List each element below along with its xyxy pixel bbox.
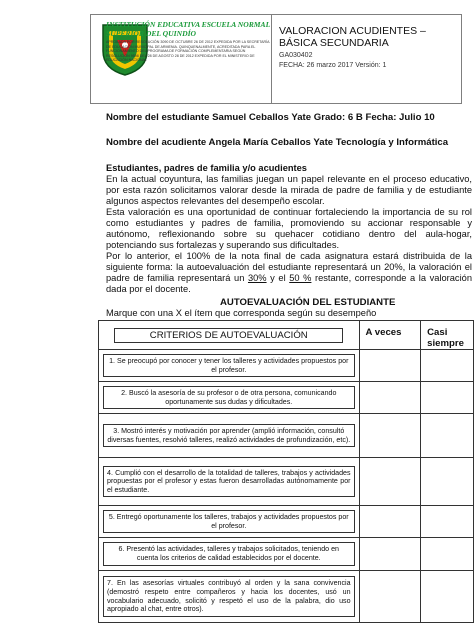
intro-paragraph-2: Esta valoración es una oportunidad de continuar fortaleciendo la importancia de su rol como estudiantes y padres de familia, promoviendo su accionar responsable y autónomo, reflexionando sobre su quehacer cotidiano dentro del aula-hogar, potenciando sus fortalezas y superando sus dificultades. — [106, 207, 472, 250]
intro-p3-end: restante, corresponde a la valoración dada por el docente. — [106, 273, 472, 294]
criterion-1: 1. Se preocupó por conocer y tener los talleres y actividades propuestos por el profesor. — [103, 354, 355, 377]
criterion-7: 7. En las asesorías virtuales contribuyó al orden y la sana convivencia (demostró respeto entre compañeros y hacia los docentes, usó un vocabulario adecuado, solicitó y respetó el uso de la palabra, dio uso apropiado al chat, entre otros). — [103, 576, 355, 616]
a-veces-mark-cell-7[interactable] — [359, 571, 421, 623]
form-date: FECHA: 26 marzo 2017 Versión: 1 — [279, 62, 387, 69]
table-row — [99, 350, 474, 382]
casi-siempre-mark-cell-2[interactable] — [421, 382, 474, 414]
criterion-2: 2. Buscó la asesoría de su profesor o de otra persona, comunicando oportunamente sus dudas y dificultades. — [103, 386, 355, 409]
casi-siempre-mark-cell-1[interactable] — [421, 350, 474, 382]
parent-percentage: 30% — [247, 273, 267, 283]
casi-siempre-mark-cell-5[interactable] — [421, 506, 474, 538]
teacher-percentage: 50 % — [289, 273, 312, 283]
casi-siempre-header: Casi siempre — [421, 321, 474, 350]
criterion-4: 4. Cumplió con el desarrollo de la totalidad de talleres, trabajos y actividades propuestas por el profesor y estas fueron desarrolladas autónomamente por el estudiante. — [103, 466, 355, 498]
criterion-5: 5. Entregó oportunamente los talleres, trabajos y actividades propuestos por el profesor. — [103, 510, 355, 533]
form-meta — [279, 25, 459, 69]
autoeval-title: AUTOEVALUACIÓN DEL ESTUDIANTE — [220, 297, 396, 308]
a-veces-mark-cell-1[interactable] — [359, 350, 421, 382]
autoeval-instruction: Marque con una X el ítem que corresponda según su desempeño — [106, 308, 377, 318]
form-code: GA030402 — [279, 52, 313, 59]
criteria-table — [98, 320, 474, 623]
casi-siempre-mark-cell-7[interactable] — [421, 571, 474, 623]
a-veces-mark-cell-4[interactable] — [359, 458, 421, 506]
table-row — [99, 414, 474, 458]
table-row — [99, 506, 474, 538]
intro-p3-mid: y el — [266, 273, 290, 283]
form-title: VALORACION ACUDIENTES – BÁSICA SECUNDARIA — [279, 25, 426, 49]
a-veces-mark-cell-3[interactable] — [359, 414, 421, 458]
criterion-6: 6. Presentó las actividades, talleres y trabajos solicitados, teniendo en cuenta los criterios de calidad establecidos por el docente. — [103, 542, 355, 565]
table-row — [99, 458, 474, 506]
a-veces-header: A veces — [359, 321, 421, 350]
student-name-line: Nombre del estudiante Samuel Ceballos Yate Grado: 6 B Fecha: Julio 10 — [106, 112, 435, 123]
intro-section — [106, 163, 472, 295]
institution-name: INSTITUCIÓN EDUCATIVA ESCUELA NORMAL SUPERIOR DEL QUINDÍO — [106, 20, 270, 38]
a-veces-mark-cell-6[interactable] — [359, 538, 421, 571]
document-header — [90, 14, 462, 104]
intro-paragraph-3 — [106, 251, 472, 295]
institution-block — [106, 20, 270, 63]
intro-heading: Estudiantes, padres de familia y/o acudientes — [106, 163, 307, 173]
table-row — [99, 571, 474, 623]
table-row — [99, 382, 474, 414]
criteria-header-cell — [99, 321, 360, 350]
criterion-3: 3. Mostró interés y motivación por aprender (amplió información, consultó diversas fuentes, resolvió talleres, realizó actividades de profundización, etc). — [103, 424, 355, 447]
intro-p3-start: Por lo anterior, el 100% de la nota final de cada asignatura estará distribuida de la siguiente forma: la autoevaluación del estudiante representará un 20%, la valoración el padre de familia representará un — [106, 251, 472, 283]
table-row — [99, 538, 474, 571]
table-header-row — [99, 321, 474, 350]
header-divider — [271, 15, 272, 103]
a-veces-mark-cell-2[interactable] — [359, 382, 421, 414]
criteria-header: CRITERIOS DE AUTOEVALUACIÓN — [114, 328, 343, 343]
guardian-name-line: Nombre del acudiente Angela María Ceballos Yate Tecnología y Informática — [106, 137, 449, 148]
casi-siempre-mark-cell-4[interactable] — [421, 458, 474, 506]
casi-siempre-mark-cell-6[interactable] — [421, 538, 474, 571]
intro-paragraph-1: En la actual coyuntura, las familias juegan un papel relevante en el proceso educativo, por esta razón solicitamos valorar desde la mirada de padre de familia y de estudiante algunos aspectos relevantes del desempeño escolar. — [106, 174, 472, 206]
a-veces-mark-cell-5[interactable] — [359, 506, 421, 538]
institution-approval: APROBADA POR RESOLUCIÓN 3090 DE OCTUBRE 26 DE 2012 EXPEDIDA POR LA SECRETARÍA DE EDUCACIÓN MUNICIPAL DE ARMENIA. QUINQUENALMENTE, ACREDITADA PARA EL FUNCIONAMIENTO DEL PROGRAMA DE FORMACIÓN COMPLEMENTARIA SEGÚN RESOLUCIÓN 9598 DEL 28 DE AGOSTO 28 DE 2012 EXPEDIDA POR EL MINISTERIO DE EDUCACIÓN NACIONAL — [106, 40, 270, 63]
casi-siempre-mark-cell-3[interactable] — [421, 414, 474, 458]
